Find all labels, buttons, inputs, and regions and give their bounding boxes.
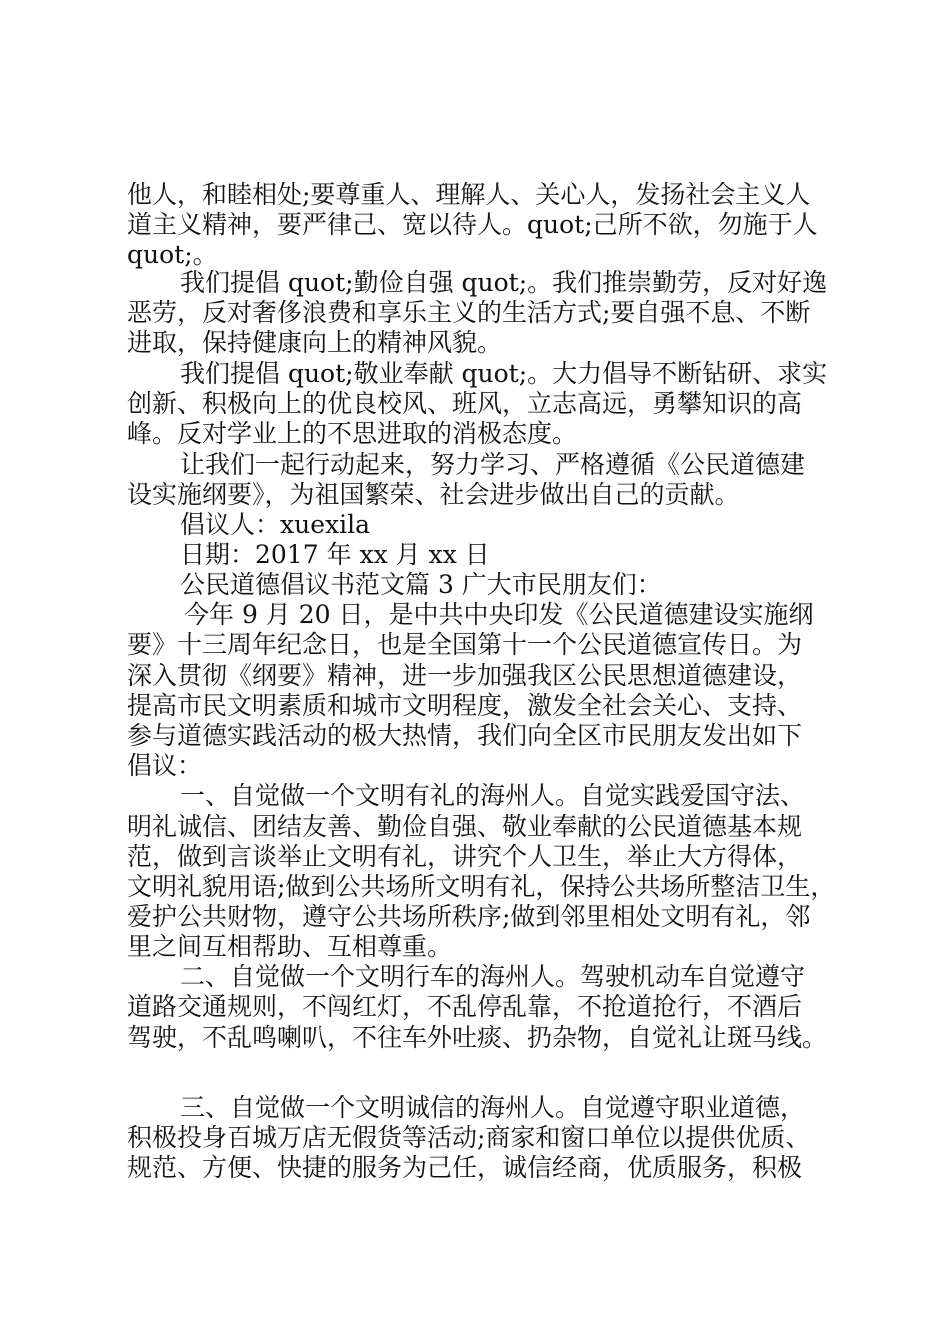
text-line: 二、自觉做一个文明行车的海州人。驾驶机动车自觉遵守 — [180, 962, 806, 991]
text-line: 明礼诚信、团结友善、勤俭自强、敬业奉献的公民道德基本规 — [127, 812, 803, 841]
text-line: 深入贯彻《纲要》精神，进一步加强我区公民思想道德建设， — [127, 661, 803, 690]
text-line: 进取，保持健康向上的精神风貌。 — [127, 328, 503, 357]
text-line: 日期：2017 年 xx 月 xx 日 — [180, 540, 490, 569]
text-line: 我们提倡 quot;勤俭自强 quot;。我们推崇勤劳，反对好逸 — [180, 268, 828, 297]
text-line: 参与道德实践活动的极大热情，我们向全区市民朋友发出如下 — [127, 721, 803, 750]
text-line: 创新、积极向上的优良校风、班风，立志高远，勇攀知识的高 — [127, 389, 803, 418]
text-line: 一、自觉做一个文明有礼的海州人。自觉实践爱国守法、 — [180, 781, 806, 810]
text-line: 三、自觉做一个文明诚信的海州人。自觉遵守职业道德， — [180, 1093, 806, 1122]
text-line: 他人，和睦相处;要尊重人、理解人、关心人，发扬社会主义人 — [127, 180, 811, 209]
text-line: 要》十三周年纪念日，也是全国第十一个公民道德宣传日。为 — [127, 630, 803, 659]
text-line: 提高市民文明素质和城市文明程度，激发全社会关心、支持、 — [127, 691, 803, 720]
text-line: 规范、方便、快捷的服务为己任，诚信经商，优质服务，积极 — [127, 1153, 803, 1182]
text-line: 里之间互相帮助、互相尊重。 — [127, 932, 453, 961]
text-line: 公民道德倡议书范文篇 3 广大市民朋友们： — [180, 570, 662, 599]
text-line: 驾驶，不乱鸣喇叭，不往车外吐痰、扔杂物，自觉礼让斑马线。 — [127, 1023, 828, 1052]
text-line: 范，做到言谈举止文明有礼，讲究个人卫生，举止大方得体， — [127, 842, 803, 871]
text-line: 倡议人：xuexila — [180, 510, 370, 539]
text-line: 恶劳，反对奢侈浪费和享乐主义的生活方式;要自强不息、不断 — [127, 298, 811, 327]
text-line: 文明礼貌用语;做到公共场所文明有礼，保持公共场所整洁卫生， — [127, 872, 836, 901]
text-line: 倡议： — [127, 751, 203, 780]
text-line: 积极投身百城万店无假货等活动;商家和窗口单位以提供优质、 — [127, 1123, 811, 1152]
text-line: 道路交通规则，不闯红灯，不乱停乱靠，不抢道抢行，不酒后 — [127, 992, 803, 1021]
text-line: 今年 9 月 20 日，是中共中央印发《公民道德建设实施纲 — [184, 600, 814, 629]
text-line: 道主义精神，要严律己、宽以待人。quot;己所不欲，勿施于人 — [127, 210, 818, 239]
text-line: 峰。反对学业上的不思进取的消极态度。 — [127, 419, 578, 448]
text-line: 让我们一起行动起来，努力学习、严格遵循《公民道德建 — [180, 450, 806, 479]
text-line: quot;。 — [127, 240, 218, 269]
text-line: 我们提倡 quot;敬业奉献 quot;。大力倡导不断钻研、求实 — [180, 359, 828, 388]
text-line: 爱护公共财物，遵守公共场所秩序;做到邻里相处文明有礼，邻 — [127, 902, 811, 931]
text-line: 设实施纲要》，为祖国繁荣、社会进步做出自己的贡献。 — [127, 480, 740, 509]
